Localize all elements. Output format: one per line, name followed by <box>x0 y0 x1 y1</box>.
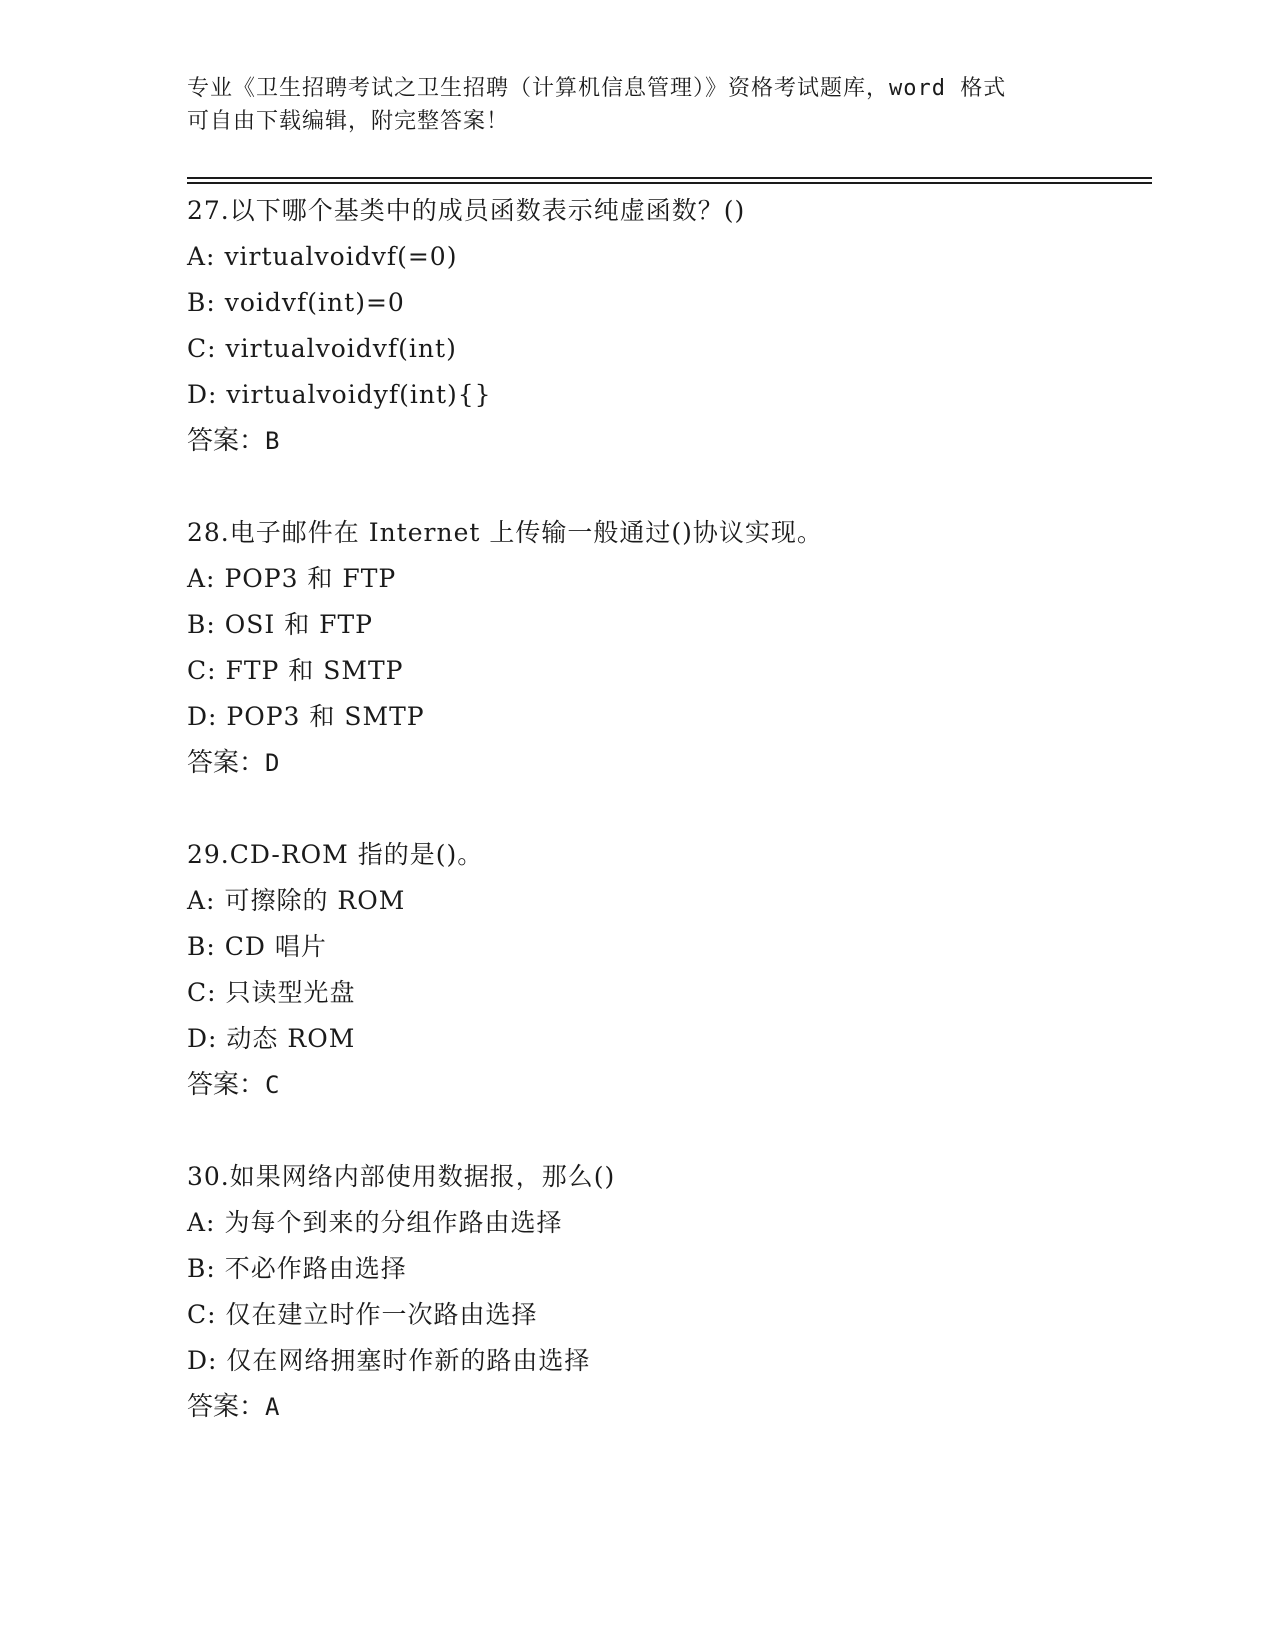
answer-line <box>187 1062 1147 1108</box>
option-d <box>187 372 1147 418</box>
header-divider-bottom <box>187 182 1152 184</box>
question-stem: 27.以下哪个基类中的成员函数表示纯虚函数？() <box>187 196 746 225</box>
option-text: 可擦除的 ROM <box>224 886 406 915</box>
question-list <box>187 188 1147 1476</box>
option-text: 动态 ROM <box>226 1024 356 1053</box>
option-label: D: <box>187 1024 218 1053</box>
option-label: C: <box>187 656 217 685</box>
option-text: virtualvoidvf(int) <box>225 334 457 363</box>
answer-label: 答案： <box>187 748 266 778</box>
option-label: A: <box>187 242 216 271</box>
option-label: A: <box>187 564 216 593</box>
answer-label: 答案： <box>187 426 266 456</box>
answer-line <box>187 1384 1147 1430</box>
option-c <box>187 326 1147 372</box>
answer-line <box>187 740 1147 786</box>
answer-value: A <box>265 1393 280 1421</box>
option-label: C: <box>187 978 217 1007</box>
option-d <box>187 694 1147 740</box>
option-c <box>187 970 1147 1016</box>
option-label: C: <box>187 1300 217 1329</box>
option-d <box>187 1338 1147 1384</box>
answer-line <box>187 418 1147 464</box>
answer-label: 答案： <box>187 1070 266 1100</box>
option-b <box>187 924 1147 970</box>
option-text: 仅在网络拥塞时作新的路由选择 <box>226 1346 591 1375</box>
option-b <box>187 602 1147 648</box>
option-text: 不必作路由选择 <box>224 1254 407 1283</box>
option-text: OSI 和 FTP <box>224 610 373 639</box>
question-30 <box>187 1154 1147 1430</box>
option-label: B: <box>187 932 216 961</box>
option-b <box>187 1246 1147 1292</box>
answer-value: C <box>265 1071 280 1099</box>
question-stem: 28.电子邮件在 Internet 上传输一般通过()协议实现。 <box>187 518 823 547</box>
option-text: virtualvoidvf(=0) <box>224 242 458 271</box>
option-a <box>187 234 1147 280</box>
header-divider-top <box>187 177 1152 179</box>
option-text: POP3 和 SMTP <box>226 702 425 731</box>
answer-value: B <box>265 427 280 455</box>
option-c <box>187 648 1147 694</box>
option-label: D: <box>187 702 218 731</box>
header-line-1: 专业《卫生招聘考试之卫生招聘（计算机信息管理）》资格考试题库，word 格式 <box>187 76 1007 101</box>
option-label: A: <box>187 1208 216 1237</box>
option-text: CD 唱片 <box>224 932 327 961</box>
question-28 <box>187 510 1147 786</box>
option-label: B: <box>187 1254 216 1283</box>
option-label: B: <box>187 610 216 639</box>
option-text: voidvf(int)=0 <box>224 288 405 317</box>
option-text: POP3 和 FTP <box>224 564 397 593</box>
option-label: D: <box>187 380 218 409</box>
question-stem: 29.CD-ROM 指的是()。 <box>187 840 484 869</box>
option-text: 只读型光盘 <box>225 978 356 1007</box>
option-label: C: <box>187 334 217 363</box>
answer-value: D <box>265 749 280 777</box>
answer-label: 答案： <box>187 1392 266 1422</box>
option-d <box>187 1016 1147 1062</box>
option-text: 为每个到来的分组作路由选择 <box>224 1208 563 1237</box>
option-text: FTP 和 SMTP <box>225 656 404 685</box>
option-text: 仅在建立时作一次路由选择 <box>225 1300 538 1329</box>
question-29 <box>187 832 1147 1108</box>
option-c <box>187 1292 1147 1338</box>
question-27 <box>187 188 1147 464</box>
document-header <box>187 72 1087 138</box>
option-a <box>187 878 1147 924</box>
option-label: A: <box>187 886 216 915</box>
option-b <box>187 280 1147 326</box>
option-a <box>187 1200 1147 1246</box>
option-a <box>187 556 1147 602</box>
question-stem: 30.如果网络内部使用数据报，那么() <box>187 1162 616 1191</box>
option-label: B: <box>187 288 216 317</box>
header-line-2: 可自由下载编辑，附完整答案！ <box>187 109 510 134</box>
option-label: D: <box>187 1346 218 1375</box>
option-text: virtualvoidyf(int){} <box>226 380 492 409</box>
